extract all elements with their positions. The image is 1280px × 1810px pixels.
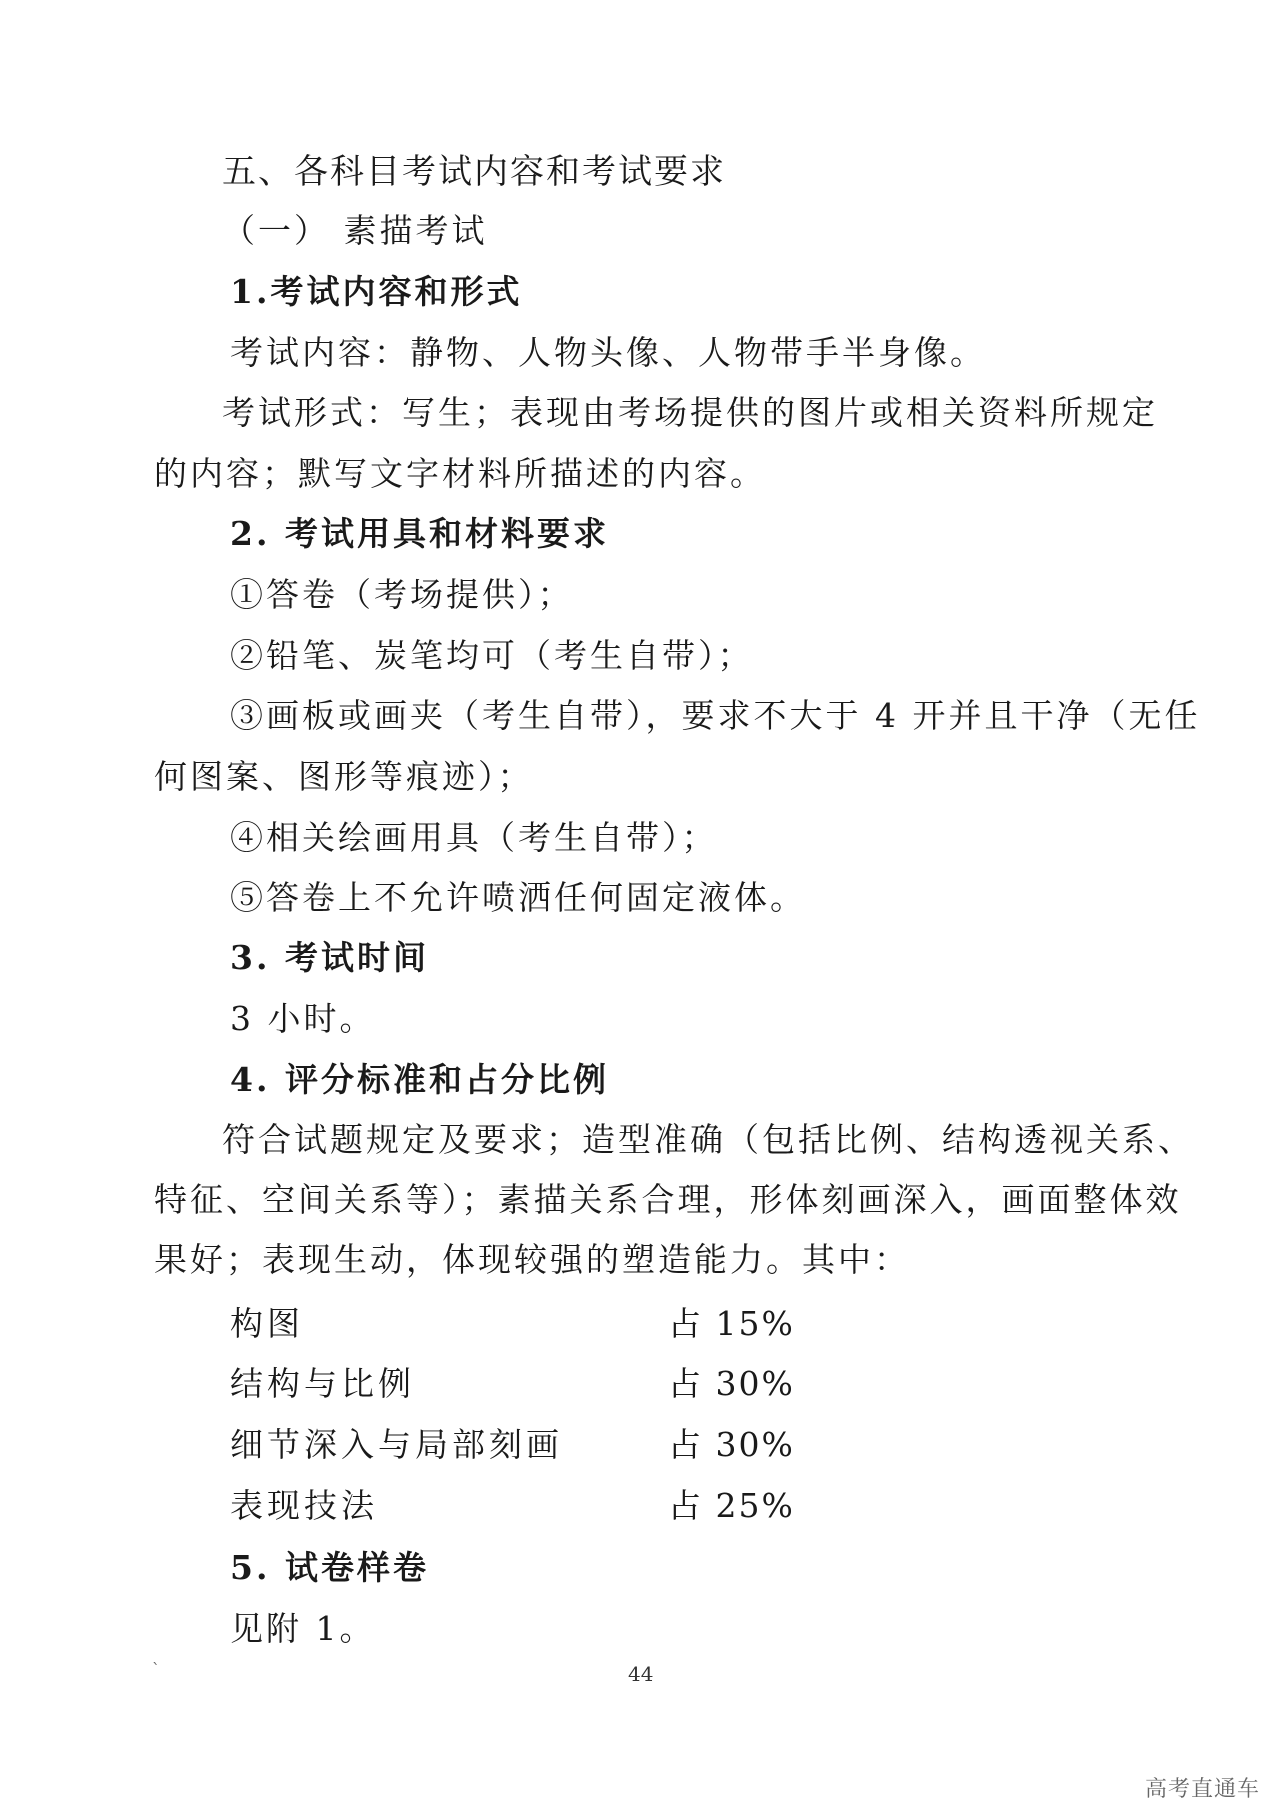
criteria-line-2: 特征、空间关系等）；素描关系合理，形体刻画深入，画面整体效 <box>154 1180 1182 1219</box>
section-title: 五、各科目考试内容和考试要求 <box>222 152 726 192</box>
score-value: 占 30% <box>668 1425 795 1464</box>
score-name: 表现技法 <box>230 1486 378 1525</box>
criteria-line-1: 符合试题规定及要求；造型准确（包括比例、结构透视关系、 <box>222 1120 1194 1159</box>
material-item-3-line2: 何图案、图形等痕迹）； <box>154 757 534 796</box>
heading-5: 5. 试卷样卷 <box>230 1548 429 1587</box>
heading-1: 1.考试内容和形式 <box>230 272 523 311</box>
heading-3: 3. 考试时间 <box>230 938 429 977</box>
criteria-line-3: 果好；表现生动，体现较强的塑造能力。其中： <box>154 1240 910 1279</box>
page-number: 44 <box>628 1662 654 1686</box>
heading-2: 2. 考试用具和材料要求 <box>230 514 609 553</box>
content-paragraph: 考试内容：静物、人物头像、人物带手半身像。 <box>230 333 986 372</box>
tick-mark: ` <box>152 1660 160 1679</box>
material-item-4: ④相关绘画用具（考生自带）； <box>230 818 718 857</box>
form-paragraph-line1: 考试形式：写生；表现由考场提供的图片或相关资料所规定 <box>222 393 1158 432</box>
score-name: 细节深入与局部刻画 <box>230 1425 563 1464</box>
heading-4: 4. 评分标准和占分比例 <box>230 1060 609 1099</box>
material-item-2: ②铅笔、炭笔均可（考生自带）； <box>230 636 754 675</box>
subsection-title: （一） 素描考试 <box>222 211 488 250</box>
exam-time: 3 小时。 <box>230 999 376 1038</box>
material-item-3-line1: ③画板或画夹（考生自带），要求不大于 4 开并且干净（无任 <box>230 696 1201 735</box>
score-value: 占 30% <box>668 1364 795 1403</box>
material-item-5: ⑤答卷上不允许喷洒任何固定液体。 <box>230 878 806 917</box>
score-value: 占 25% <box>668 1486 795 1525</box>
score-name: 构图 <box>230 1304 304 1343</box>
score-value: 占 15% <box>668 1304 795 1343</box>
watermark: 高考直通车 <box>1144 1777 1260 1802</box>
appendix-note: 见附 1。 <box>230 1609 376 1648</box>
material-item-1: ①答卷（考场提供）； <box>230 575 574 614</box>
score-name: 结构与比例 <box>230 1364 415 1403</box>
form-paragraph-line2: 的内容；默写文字材料所描述的内容。 <box>154 454 766 493</box>
